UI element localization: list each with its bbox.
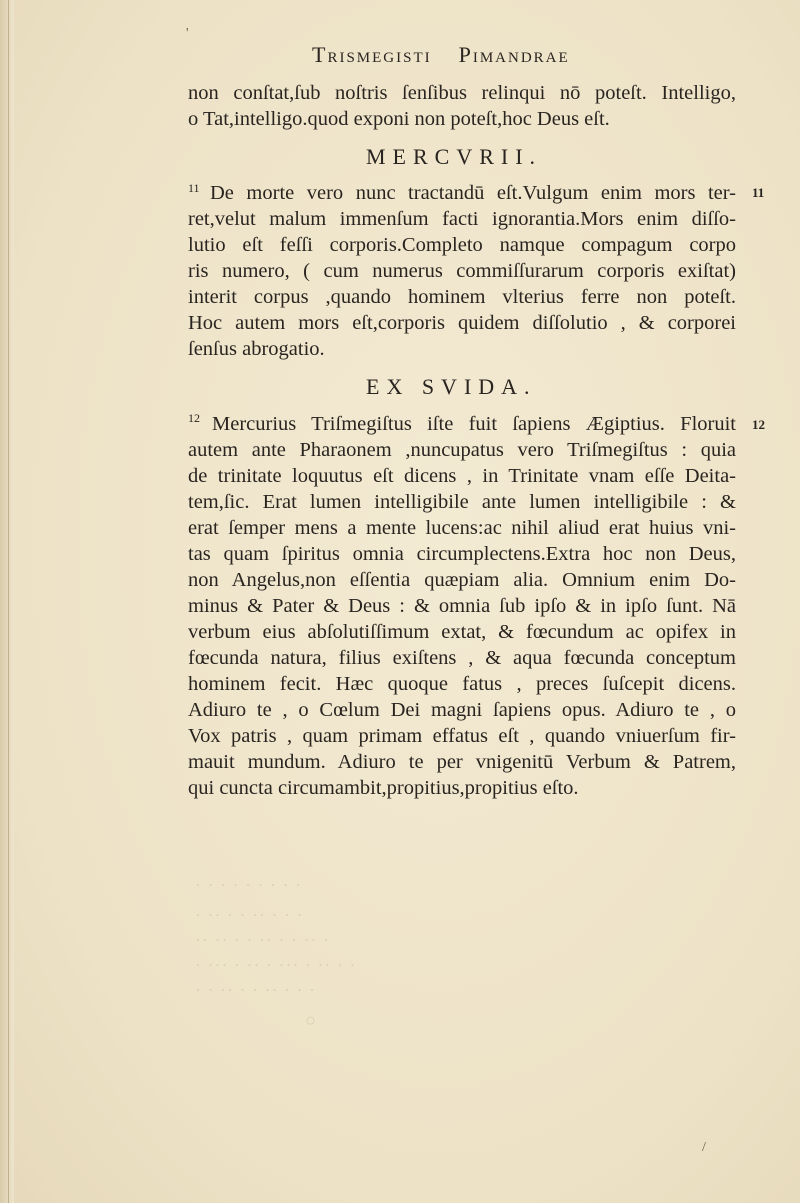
text-line: autem ante Pharaonem ,nuncupatus vero Triſmegiſtus : quia [188, 439, 736, 461]
text-line: non conſtat,ſub noſtris ſenſibus relinqui nō poteſt. Intelligo, [188, 82, 736, 104]
text-line: Hoc autem mors eſt,corporis quidem diſſolutio , & corporei [188, 312, 736, 334]
mercurii-paragraph [188, 180, 736, 362]
text-line: o Tat,intelligo.quod exponi non poteſt,hoc Deus eſt. [188, 108, 610, 130]
text-line: Adiuro te , o Cœlum Dei magni ſapiens opus. Adiuro te , o [188, 699, 736, 721]
text-line: tas quam ſpiritus omnia circumplectens.Extra hoc non Deus, [188, 543, 736, 565]
show-through-texture: ˙ ˙ ˙˙ ˙ ˙ ˙˙ ˙ ˙ ˙ [195, 985, 316, 1005]
text-line: mauit mundum. Adiuro te per vnigenitū Verbum & Patrem, [188, 751, 736, 773]
show-through-texture: ˙ ˙˙˙ ˙ ˙˙ ˙ ˙˙˙ ˙ ˙˙ ˙ ˙ [195, 960, 357, 980]
ink-mark: ' [186, 26, 189, 41]
text-line: Vox patris , quam primam effatus eſt , quando vniuerſum fir- [188, 725, 736, 747]
margin-paragraph-number: 11 [752, 185, 765, 200]
text-line: ſenſus abrogatio. [188, 338, 325, 360]
text-line: De morte vero nunc tractandū eſt.Vulgum enim mors ter- [210, 182, 736, 204]
text-line: minus & Pater & Deus : & omnia ſub ipſo & in ipſo ſunt. Nā [188, 595, 736, 617]
show-through-texture: ˙˙ ˙˙ ˙ ˙ ˙˙ ˙ ˙ ˙˙ ˙ [195, 935, 330, 955]
text-line: Mercurius Triſmegiſtus iſte fuit ſapiens Ægiptius. Floruit [212, 413, 736, 435]
text-line: non Angelus,non eſſentia quæpiam alia. Omnium enim Do- [188, 569, 736, 591]
running-header [312, 42, 570, 68]
header-word-second: Pimandrae [458, 42, 570, 67]
text-line: tem,ſic. Erat lumen intelligibile ante lumen intelligibile : & [188, 491, 736, 513]
text-line: lutio eſt feſſi corporis.Completo namque compagum corpo [188, 234, 736, 256]
text-line: de trinitate loquutus eſt dicens , in Trinitate vnam eſſe Deita- [188, 465, 736, 487]
header-word-first: Trismegisti [312, 42, 432, 67]
paragraph-number: 12 [188, 411, 200, 425]
text-line: ret,velut malum immenſum facti ignorantia.Mors enim diſſo- [188, 208, 736, 230]
text-line: fœcunda natura, filius exiſtens , & aqua fœcunda conceptum [188, 647, 736, 669]
section-title-ex-svida: EX SVIDA. [366, 374, 537, 399]
svida-paragraph [188, 411, 736, 801]
page-gutter [0, 0, 14, 1203]
ink-mark: / [702, 1140, 706, 1155]
text-line: interit corpus ,quando hominem vlterius ferre non poteſt. [188, 286, 736, 308]
show-through-texture: ○ [305, 1010, 317, 1030]
paragraph-number: 11 [188, 181, 200, 195]
show-through-texture: ˙ ˙ ˙ ˙ ˙ ˙ ˙ ˙ ˙ [195, 880, 302, 900]
text-line: qui cuncta circumambit,propitius,propitius eſto. [188, 777, 579, 799]
text-line: verbum eius abſolutiſſimum extat, & fœcundum ac opifex in [188, 621, 736, 643]
margin-paragraph-number: 12 [752, 417, 765, 432]
text-line: erat ſemper mens a mente lucens:ac nihil aliud erat huius vni- [188, 517, 736, 539]
text-line: hominem fecit. Hæc quoque fatus , preces ſuſcepit dicens. [188, 673, 736, 695]
show-through-texture: ˙ ˙˙ ˙ ˙ ˙˙ ˙ ˙ ˙ [195, 910, 304, 930]
continuation-paragraph [188, 80, 736, 132]
gutter-rule [8, 0, 9, 1203]
section-title-mercurii: MERCVRII. [366, 144, 543, 169]
text-line: ris numero, ( cum numerus commiſſurarum corporis exiſtat) [188, 260, 736, 282]
